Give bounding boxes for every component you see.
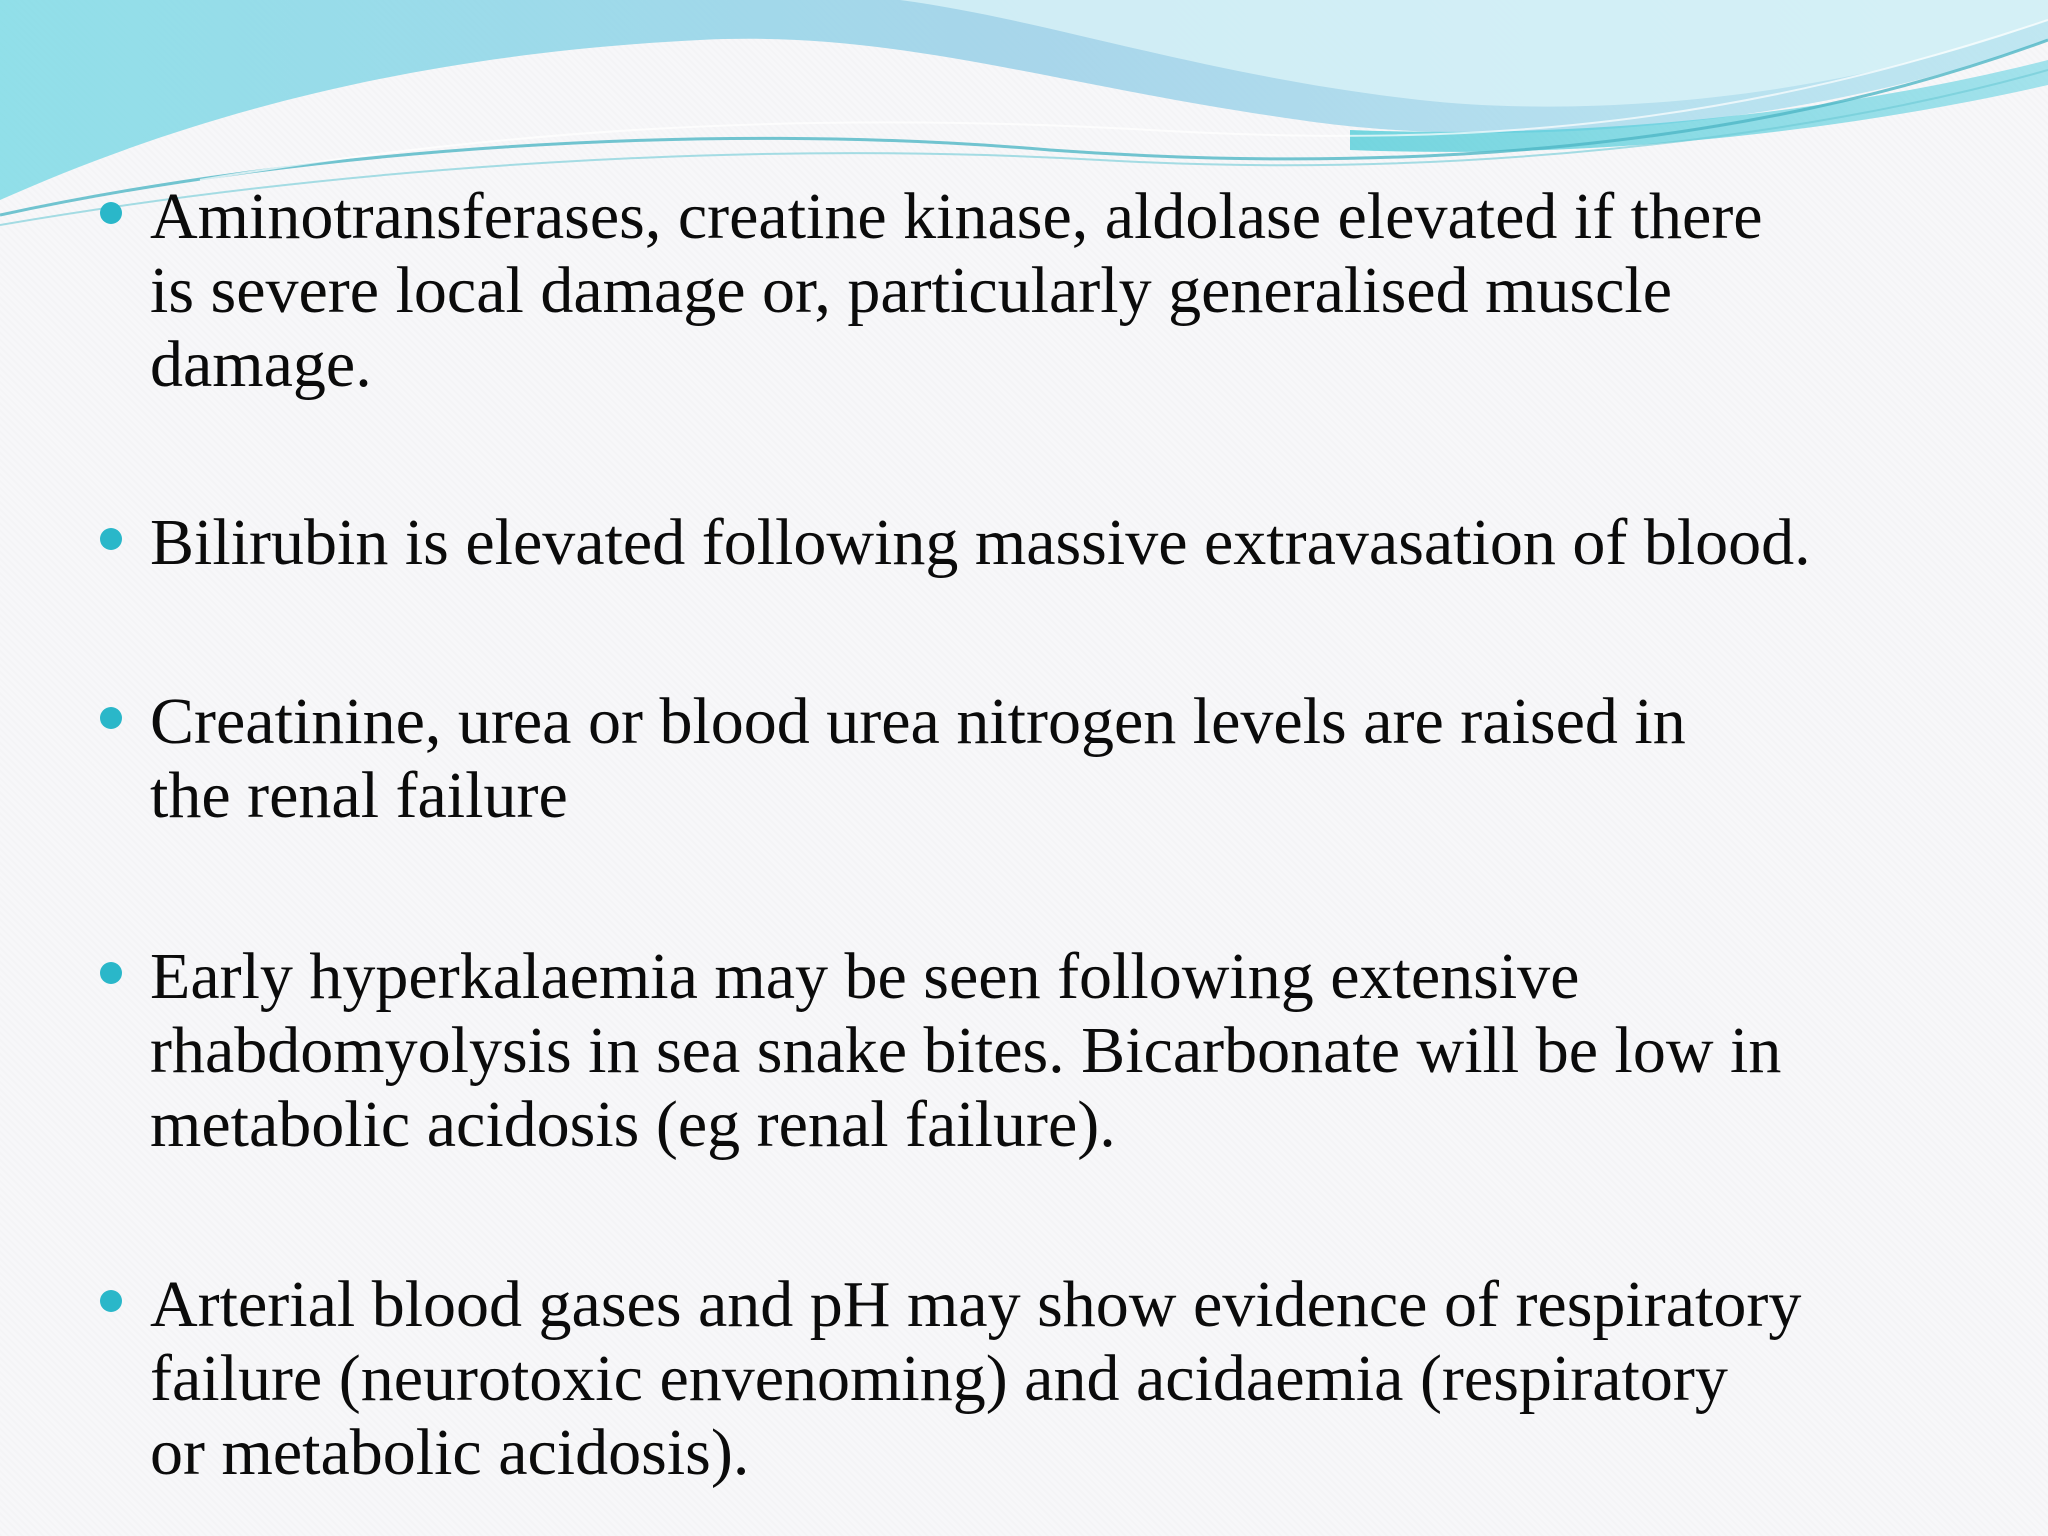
bullet-text: Bilirubin is elevated following massive extravasation of blood. <box>150 506 1811 579</box>
bullet-dot-icon <box>100 707 122 729</box>
bullet-dot-icon <box>100 1290 122 1312</box>
bullet-dot-icon <box>100 202 122 224</box>
bullet-text: Creatinine, urea or blood urea nitrogen levels are raised in the renal failure <box>150 685 1686 832</box>
bullet-dot-icon <box>100 528 122 550</box>
bullet-text: Early hyperkalaemia may be seen following extensive rhabdomyolysis in sea snake bites. Bicarbonate will be low in metabolic acidosis (eg renal failure). <box>150 940 1782 1161</box>
bullet-text: Aminotransferases, creatine kinase, aldolase elevated if there is severe local damage or, particularly generalised muscle damage. <box>150 180 1763 401</box>
bullet-text: Arterial blood gases and pH may show evidence of respiratory failure (neurotoxic envenoming) and acidaemia (respiratory or metabolic acidosis). <box>150 1268 1802 1489</box>
bullet-dot-icon <box>100 962 122 984</box>
